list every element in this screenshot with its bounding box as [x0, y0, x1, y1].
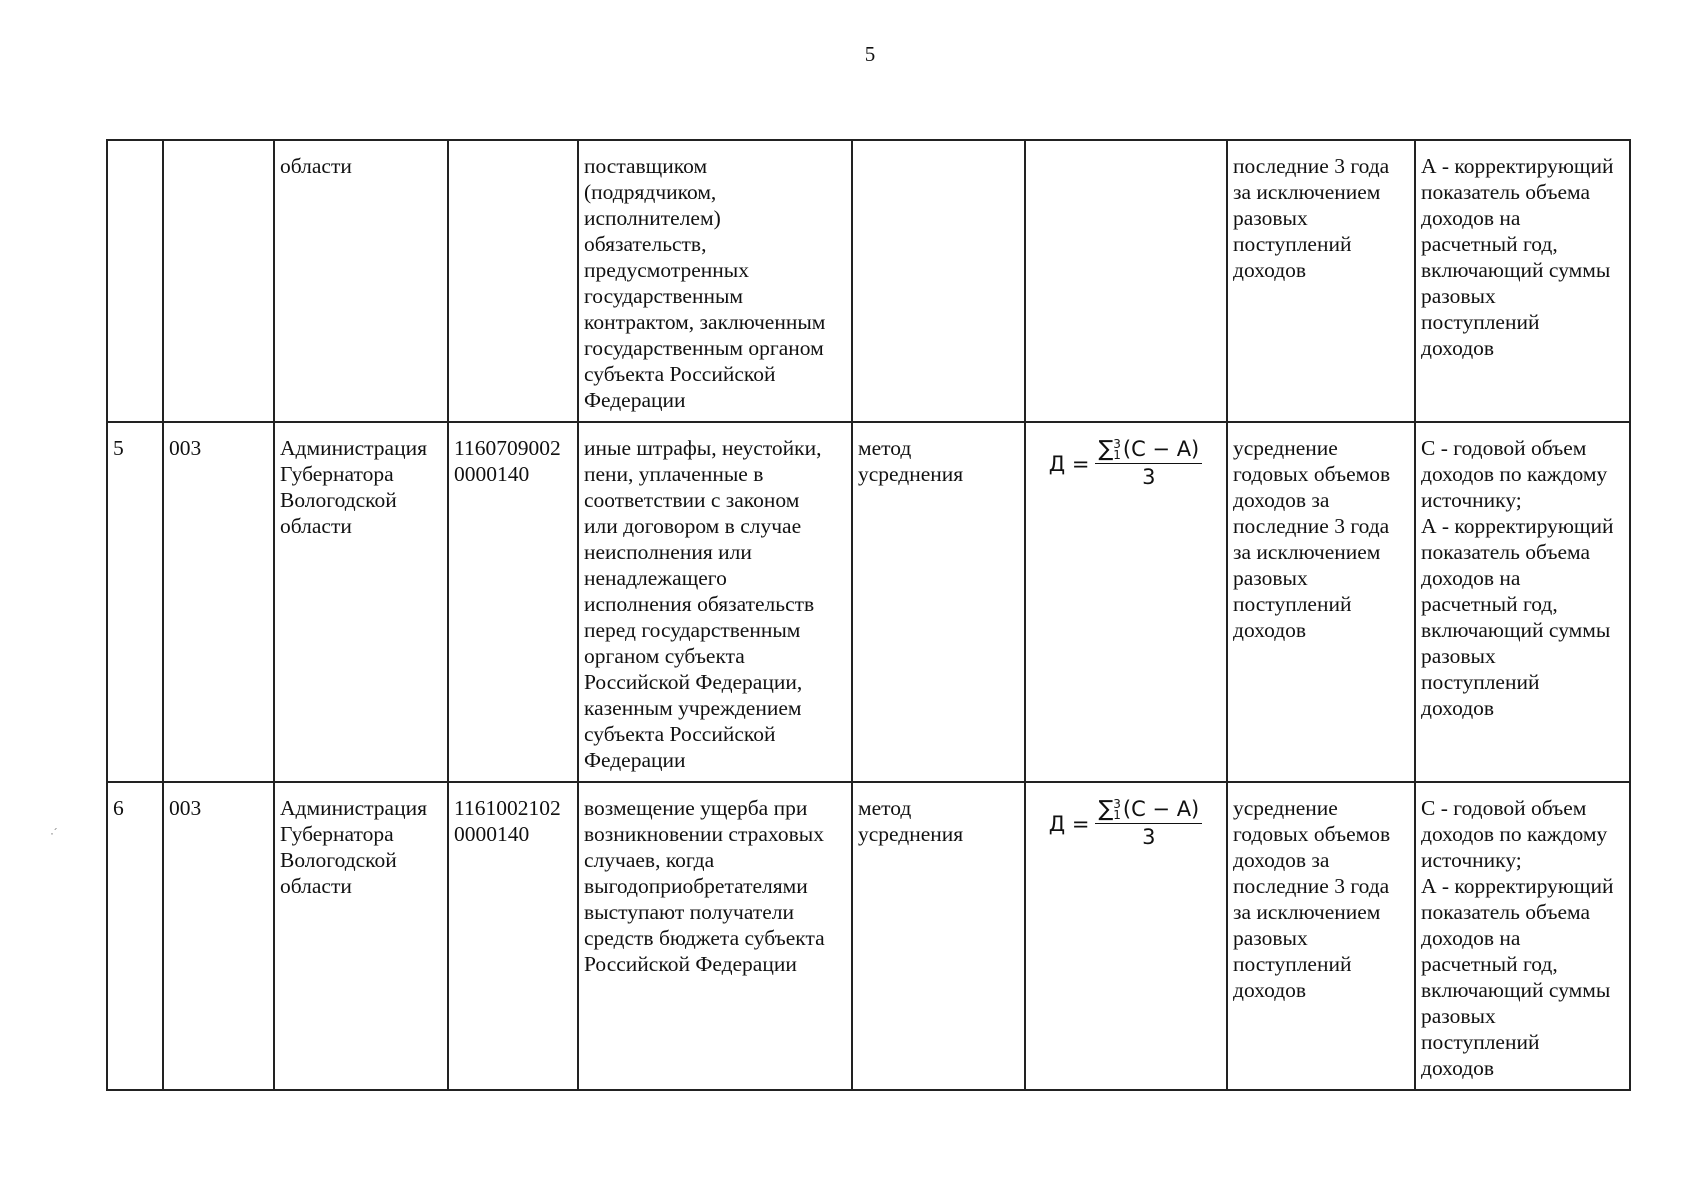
- cell-description: иные штрафы, неустойки, пени, уплаченные в соответствии с законом или договором в случае неисполнения или ненадлежащего исполнения обязательств перед государственным органом субъекта Российской Федерации, казенным учреждением субъекта Российской Федерации: [578, 422, 852, 782]
- cell-formula: [1025, 782, 1227, 1090]
- cell-kbk: 1160709002 0000140: [448, 422, 578, 782]
- cell-algorithm: усреднение годовых объемов доходов за последние 3 года за исключением разовых поступлений доходов: [1227, 782, 1415, 1090]
- cell-formula: [1025, 140, 1227, 422]
- averaging-formula: Д = ∑ 3 1 (С − А) 3: [1031, 437, 1220, 490]
- cell-code: [163, 140, 274, 422]
- cell-kbk: 1161002102 0000140: [448, 782, 578, 1090]
- cell-number: 6: [107, 782, 163, 1090]
- cell-administrator: Администрация Губернатора Вологодской области: [274, 782, 448, 1090]
- table-row: [107, 782, 1630, 1090]
- cell-algorithm: последние 3 года за исключением разовых поступлений доходов: [1227, 140, 1415, 422]
- page-number: 5: [864, 42, 876, 66]
- cell-method: метод усреднения: [852, 422, 1025, 782]
- cell-code: 003: [163, 782, 274, 1090]
- cell-indicators: А - корректирующий показатель объема доходов на расчетный год, включающий суммы разовых поступлений доходов: [1415, 140, 1630, 422]
- cell-kbk: [448, 140, 578, 422]
- averaging-formula: Д = ∑ 3 1 (С − А) 3: [1031, 797, 1220, 850]
- revenue-forecast-table: [106, 139, 1631, 1091]
- cell-number: 5: [107, 422, 163, 782]
- cell-code: 003: [163, 422, 274, 782]
- table-row: [107, 422, 1630, 782]
- cell-indicators: С - годовой объем доходов по каждому источнику; А - корректирующий показатель объема доходов на расчетный год, включающий суммы разовых поступлений доходов: [1415, 422, 1630, 782]
- cell-algorithm: усреднение годовых объемов доходов за последние 3 года за исключением разовых поступлений доходов: [1227, 422, 1415, 782]
- cell-administrator: Администрация Губернатора Вологодской области: [274, 422, 448, 782]
- cell-method: [852, 140, 1025, 422]
- scan-mark: ·´: [50, 826, 58, 840]
- cell-administrator: области: [274, 140, 448, 422]
- table-row: [107, 140, 1630, 422]
- cell-number: [107, 140, 163, 422]
- cell-method: метод усреднения: [852, 782, 1025, 1090]
- cell-formula: [1025, 422, 1227, 782]
- cell-indicators: С - годовой объем доходов по каждому источнику; А - корректирующий показатель объема доходов на расчетный год, включающий суммы разовых поступлений доходов: [1415, 782, 1630, 1090]
- cell-description: поставщиком (подрядчиком, исполнителем) обязательств, предусмотренных государственным контрактом, заключенным государственным органом субъекта Российской Федерации: [578, 140, 852, 422]
- cell-description: возмещение ущерба при возникновении страховых случаев, когда выгодоприобретателями выступают получатели средств бюджета субъекта Российской Федерации: [578, 782, 852, 1090]
